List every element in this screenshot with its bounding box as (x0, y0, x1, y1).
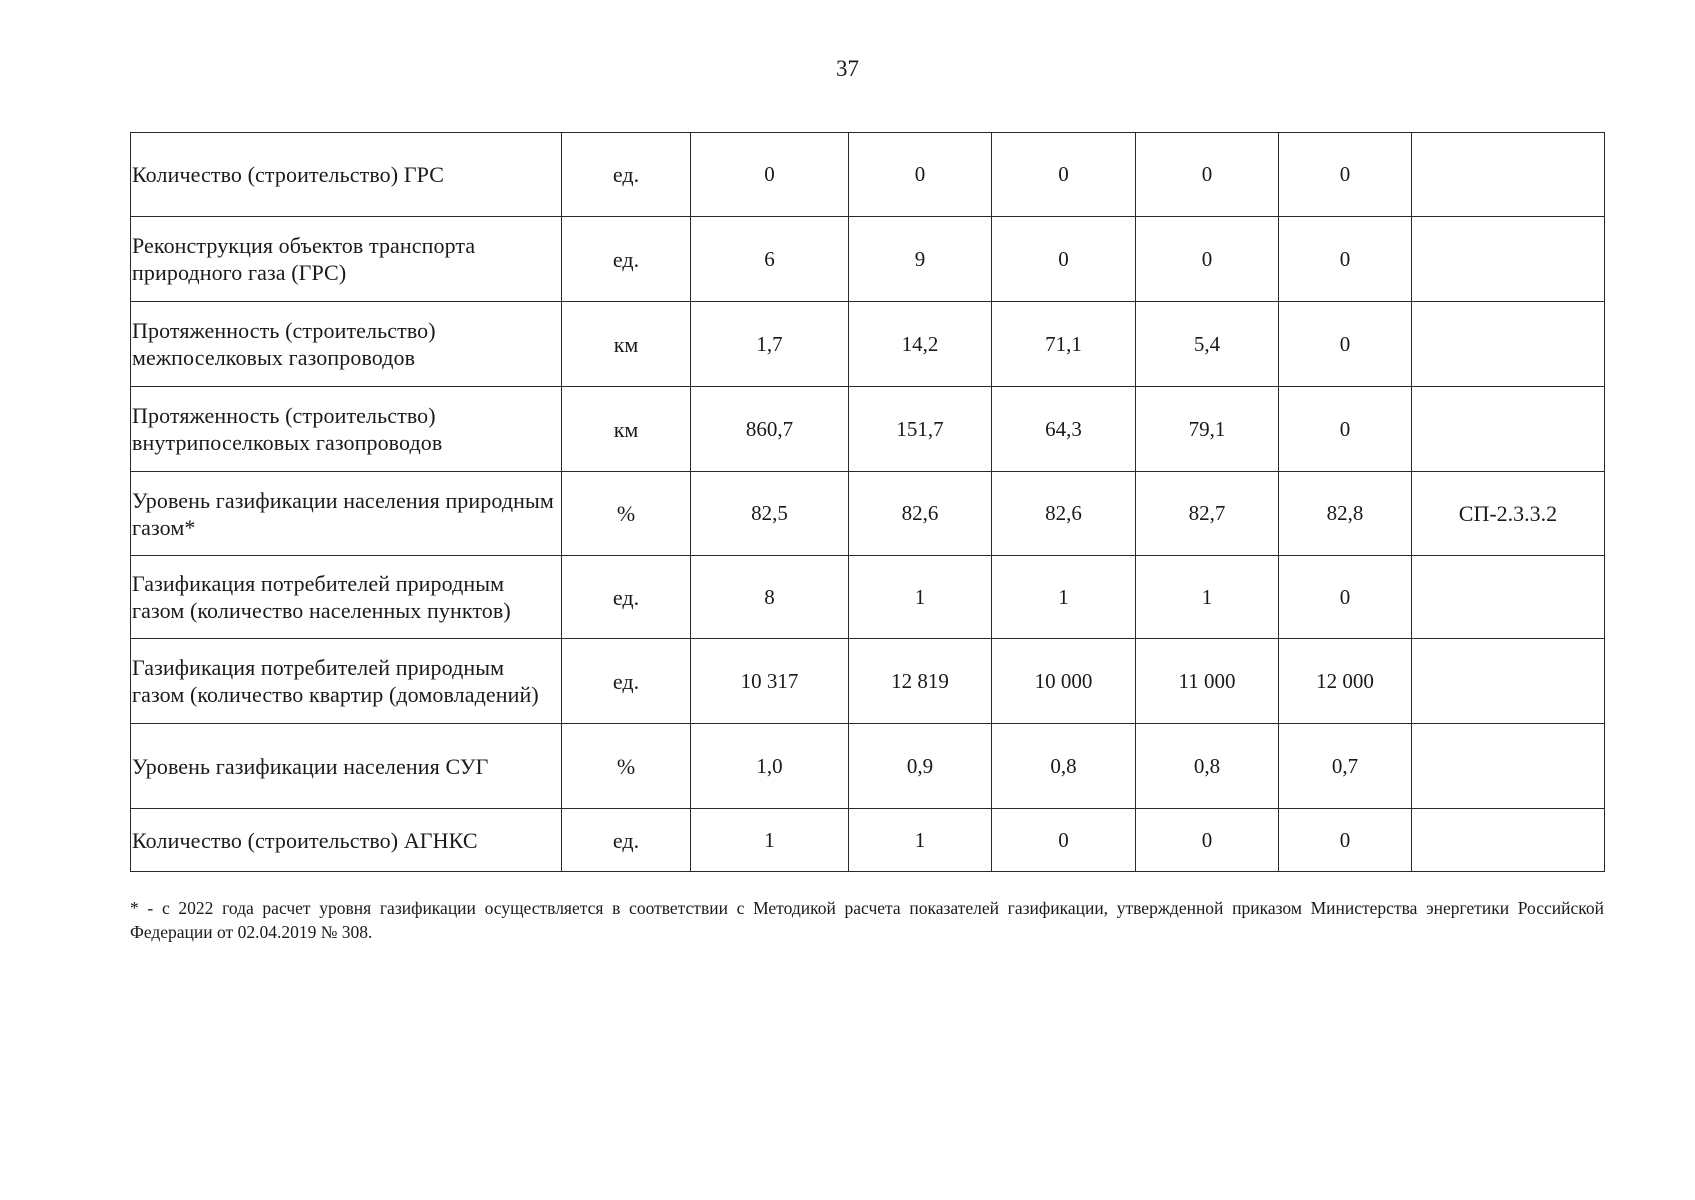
row-value: 10 000 (992, 639, 1136, 724)
row-value: 64,3 (992, 387, 1136, 472)
row-value: 82,6 (992, 472, 1136, 556)
row-value: 82,7 (1136, 472, 1279, 556)
row-reference (1412, 387, 1605, 472)
row-reference (1412, 639, 1605, 724)
row-indicator-name: Уровень газификации населения СУГ (131, 724, 562, 809)
table-row (131, 556, 1605, 639)
table-row (131, 217, 1605, 302)
row-value: 12 000 (1279, 639, 1412, 724)
row-value: 860,7 (691, 387, 849, 472)
row-unit: ед. (562, 556, 691, 639)
row-value: 0 (1136, 217, 1279, 302)
row-reference (1412, 809, 1605, 872)
row-value: 10 317 (691, 639, 849, 724)
row-value: 6 (691, 217, 849, 302)
row-indicator-name: Реконструкция объектов транспорта природного газа (ГРС) (131, 217, 562, 302)
row-value: 82,8 (1279, 472, 1412, 556)
row-indicator-name: Количество (строительство) ГРС (131, 133, 562, 217)
row-reference (1412, 556, 1605, 639)
row-value: 0 (1136, 133, 1279, 217)
row-value: 0 (1279, 133, 1412, 217)
row-value: 0 (992, 217, 1136, 302)
row-value: 0,7 (1279, 724, 1412, 809)
row-indicator-name: Газификация потребителей природным газом (количество квартир (домовладений) (131, 639, 562, 724)
row-value: 1,7 (691, 302, 849, 387)
table-row (131, 724, 1605, 809)
table-row (131, 133, 1605, 217)
row-unit: % (562, 472, 691, 556)
row-indicator-name: Протяженность (строительство) внутрипоселковых газопроводов (131, 387, 562, 472)
row-value: 1 (1136, 556, 1279, 639)
footnote: * - с 2022 года расчет уровня газификации осуществляется в соответствии с Методикой расчета показателей газификации, утвержденной приказом Министерства энергетики Российской Федерации от 02.04.2019 № 308. (130, 898, 1604, 942)
row-value: 0 (992, 133, 1136, 217)
row-value: 1 (849, 556, 992, 639)
page-number: 37 (836, 56, 859, 81)
row-reference: СП-2.3.3.2 (1412, 472, 1605, 556)
table-row (131, 809, 1605, 872)
row-value: 0 (1279, 809, 1412, 872)
row-indicator-name: Протяженность (строительство) межпоселковых газопроводов (131, 302, 562, 387)
row-value: 5,4 (1136, 302, 1279, 387)
table-row (131, 302, 1605, 387)
row-unit: ед. (562, 133, 691, 217)
row-unit: км (562, 302, 691, 387)
row-value: 82,6 (849, 472, 992, 556)
row-value: 0,8 (992, 724, 1136, 809)
row-unit: ед. (562, 809, 691, 872)
table-row (131, 387, 1605, 472)
row-value: 12 819 (849, 639, 992, 724)
row-value: 79,1 (1136, 387, 1279, 472)
row-value: 0 (1136, 809, 1279, 872)
row-unit: ед. (562, 639, 691, 724)
row-value: 1 (849, 809, 992, 872)
row-value: 0 (1279, 387, 1412, 472)
row-value: 14,2 (849, 302, 992, 387)
row-value: 1,0 (691, 724, 849, 809)
row-value: 1 (691, 809, 849, 872)
row-value: 0 (849, 133, 992, 217)
row-value: 0 (1279, 217, 1412, 302)
row-reference (1412, 133, 1605, 217)
row-indicator-name: Уровень газификации населения природным газом* (131, 472, 562, 556)
row-value: 0,8 (1136, 724, 1279, 809)
table-row (131, 639, 1605, 724)
row-value: 11 000 (1136, 639, 1279, 724)
row-value: 8 (691, 556, 849, 639)
row-value: 71,1 (992, 302, 1136, 387)
row-value: 0,9 (849, 724, 992, 809)
row-value: 9 (849, 217, 992, 302)
row-unit: ед. (562, 217, 691, 302)
row-value: 0 (1279, 302, 1412, 387)
row-indicator-name: Количество (строительство) АГНКС (131, 809, 562, 872)
row-unit: % (562, 724, 691, 809)
row-reference (1412, 302, 1605, 387)
row-value: 0 (691, 133, 849, 217)
row-value: 0 (992, 809, 1136, 872)
table-row (131, 472, 1605, 556)
row-value: 151,7 (849, 387, 992, 472)
row-value: 1 (992, 556, 1136, 639)
row-reference (1412, 217, 1605, 302)
indicators-table (130, 132, 1605, 872)
row-reference (1412, 724, 1605, 809)
row-value: 0 (1279, 556, 1412, 639)
row-unit: км (562, 387, 691, 472)
row-value: 82,5 (691, 472, 849, 556)
row-indicator-name: Газификация потребителей природным газом (количество населенных пунктов) (131, 556, 562, 639)
